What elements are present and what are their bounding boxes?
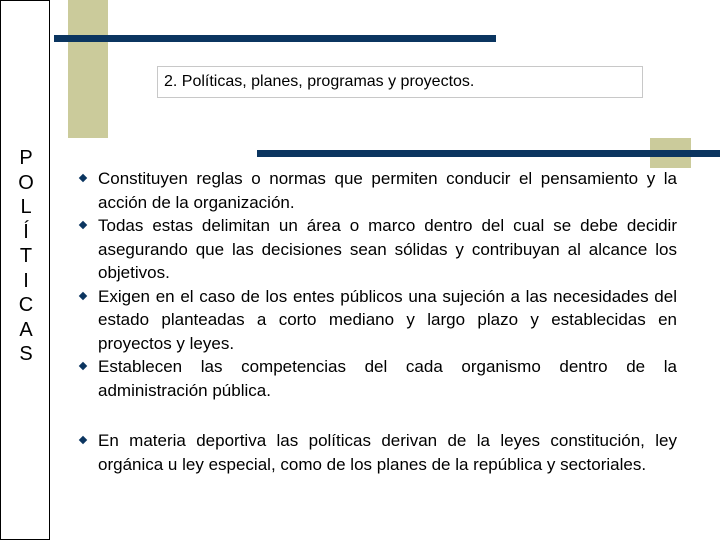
bullet-text: Establecen las competencias del cada organismo dentro de la administración pública. xyxy=(98,357,677,400)
bullet-text: Exigen en el caso de los entes públicos una sujeción a las necesidades del estado planteadas a corto mediano y largo plazo y establecidas en proyectos y leyes. xyxy=(98,286,677,353)
vertical-letter: T xyxy=(19,245,33,267)
vertical-word-politicas xyxy=(3,146,49,367)
vertical-letter: A xyxy=(19,318,33,341)
vertical-letter: O xyxy=(18,171,34,194)
diamond-bullet-icon xyxy=(79,291,87,299)
bullet-text: Constituyen reglas o normas que permiten conducir el pensamiento y la acción de la organización. xyxy=(98,169,677,212)
vertical-letter: Í xyxy=(23,220,29,243)
vertical-letter: S xyxy=(19,343,33,365)
vertical-letter: C xyxy=(18,294,34,316)
list-item xyxy=(80,285,677,356)
vertical-letter: P xyxy=(19,147,33,169)
list-item xyxy=(80,214,677,285)
slide-title: 2. Políticas, planes, programas y proyectos. xyxy=(157,66,643,98)
diamond-bullet-icon xyxy=(79,362,87,370)
bullet-text: Todas estas delimitan un área o marco dentro del cual se debe decidir asegurando que las decisiones sean sólidas y contribuyan al alcance los objetivos. xyxy=(98,216,677,282)
list-item xyxy=(80,167,677,214)
diamond-bullet-icon xyxy=(79,221,87,229)
olive-decor-bar-top xyxy=(68,0,108,138)
bullet-list xyxy=(80,167,677,476)
list-item xyxy=(80,355,677,402)
list-item xyxy=(80,429,677,476)
vertical-letter: L xyxy=(20,196,32,218)
diamond-bullet-icon xyxy=(79,436,87,444)
diamond-bullet-icon xyxy=(79,174,87,182)
spacer xyxy=(80,402,677,429)
navy-decor-line-right xyxy=(257,150,720,157)
bullet-text: En materia deportiva las políticas derivan de la leyes constitución, ley orgánica u ley especial, como de los planes de la república y sectoriales. xyxy=(98,431,677,474)
vertical-letter: I xyxy=(23,269,29,292)
navy-decor-line-top xyxy=(54,35,496,42)
